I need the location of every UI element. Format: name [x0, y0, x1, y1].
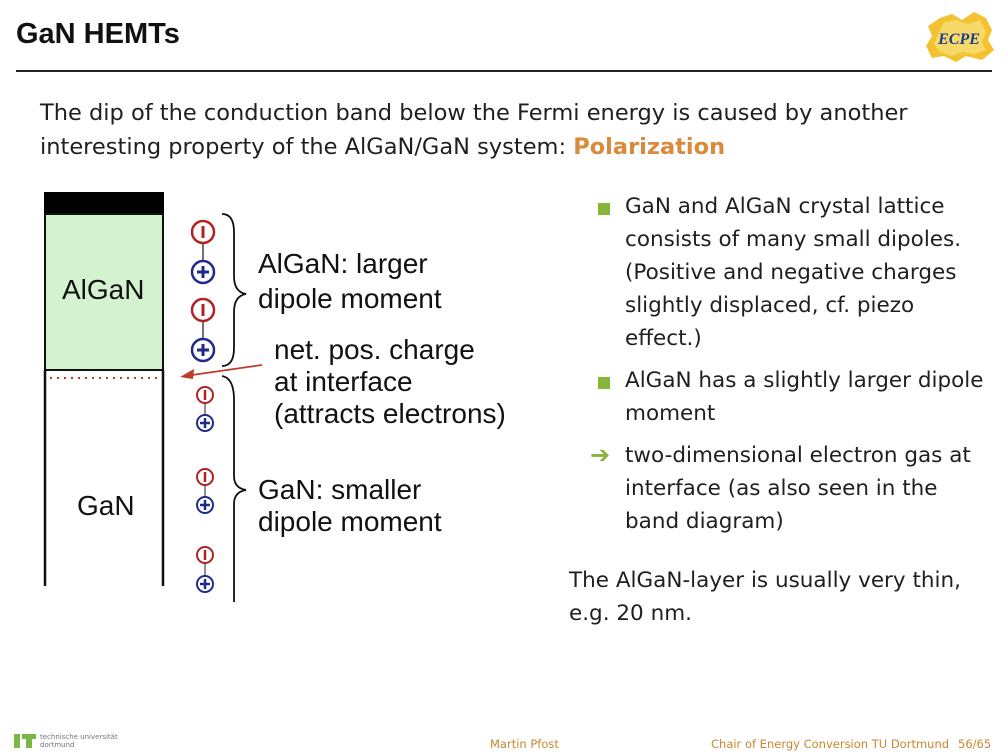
- intro-text: The dip of the conduction band below the Fermi energy is caused by another interesting property of the AlGaN/GaN system:: [40, 100, 908, 160]
- bullet-list: [590, 190, 990, 547]
- interface-arrowhead-icon: [180, 369, 194, 379]
- page-number: 56/65: [958, 737, 992, 751]
- algan-dipole-label: AlGaN: larger dipole moment: [258, 248, 442, 314]
- footer-chair: Chair of Energy Conversion TU Dortmund: [711, 737, 950, 751]
- interface-arrow: [192, 365, 262, 375]
- ecpe-logo: [922, 10, 996, 64]
- interface-label: net. pos. charge at interface (attracts electrons): [274, 334, 506, 429]
- algan-dipoles: [192, 221, 214, 361]
- cap-layer: [44, 192, 164, 214]
- green-square-bullet-icon: [598, 377, 610, 389]
- logo-text: ECPE: [938, 31, 980, 48]
- bullet-item: ➔ two-dimensional electron gas at interface (as also seen in the band diagram): [590, 441, 971, 534]
- thickness-note: The AlGaN-layer is usually very thin, e.g. 20 nm.: [569, 568, 961, 626]
- bullet-item: GaN and AlGaN crystal lattice consists of many small dipoles. (Positive and negative charges slightly displaced, cf. piezo effect.): [590, 190, 990, 355]
- green-arrow-bullet-icon: ➔: [590, 441, 611, 469]
- algan-layer-label: AlGaN: [62, 274, 145, 305]
- slide-title: GaN HEMTs: [16, 18, 180, 50]
- gan-dipole-label: GaN: smaller dipole moment: [258, 474, 442, 537]
- polarization-diagram: [0, 180, 560, 620]
- footer-author: Martin Pfost: [490, 737, 559, 751]
- title-divider: [16, 70, 992, 72]
- gan-layer-label: GaN: [77, 490, 135, 521]
- algan-brace: [222, 214, 246, 366]
- university-name: technische universität dortmund: [40, 733, 118, 749]
- green-square-bullet-icon: [598, 203, 610, 215]
- gan-brace: [222, 376, 246, 602]
- intro-highlight: Polarization: [573, 134, 726, 160]
- bullet-item: AlGaN has a slightly larger dipole moment: [590, 364, 990, 430]
- gan-dipoles: [197, 387, 213, 592]
- intro-paragraph: [40, 96, 940, 164]
